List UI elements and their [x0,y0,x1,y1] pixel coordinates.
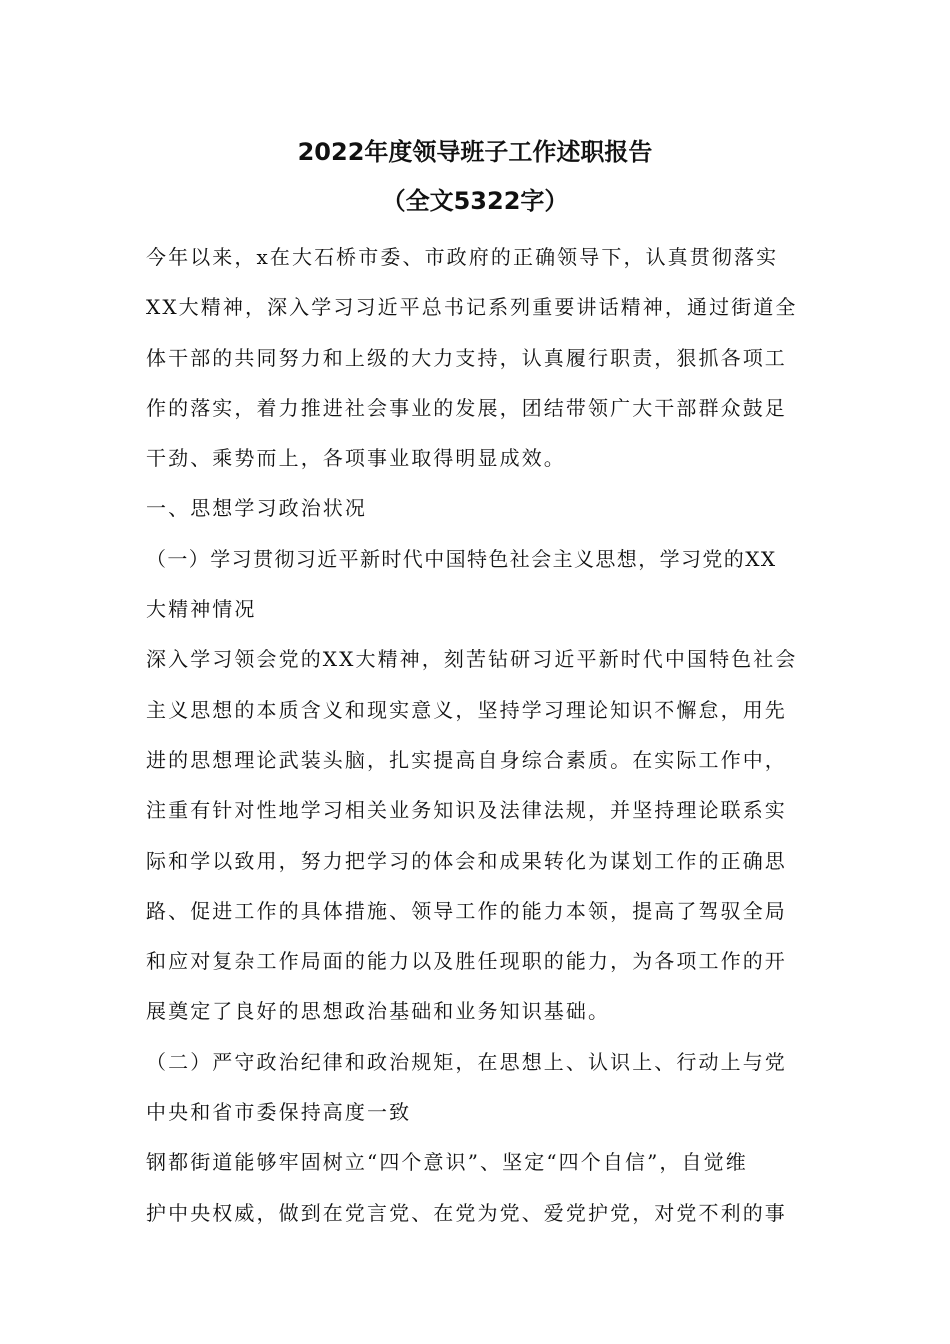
text-line-intro: 今年以来，x在大石桥市委、市政府的正确领导下，认真贯彻落实 [146,245,779,269]
text-line: 注重有针对性地学习相关业务知识及法律法规，并坚持理论联系实 [146,798,787,823]
text-line: 钢都街道能够牢固树立“四个意识”、坚定“四个自信”，自觉维 [146,1150,748,1175]
text-line-intro: 体干部的共同努力和上级的大力支持，认真履行职责，狠抓各项工 [146,345,787,370]
document-title: 2022年度领导班子工作述职报告 [297,138,653,166]
subsection-heading: 中央和省市委保持高度一致 [146,1100,412,1125]
subsection-heading: （二）严守政治纪律和政治规矩，在思想上、认识上、行动上与党 [146,1049,787,1074]
section-heading: 一、思想学习政治状况 [146,496,367,521]
text-line: 际和学以致用，努力把学习的体会和成果转化为谋划工作的正确思 [146,848,787,873]
text-line-intro: XX大精神，深入学习习近平总书记系列重要讲话精神，通过街道全 [146,295,798,320]
text-line: 深入学习领会党的XX大精神，刻苦钻研习近平新时代中国特色社会 [146,647,798,672]
text-line: 路、促进工作的具体措施、领导工作的能力本领，提高了驾驭全局 [146,898,787,923]
text-line: 主义思想的本质含义和现实意义，坚持学习理论知识不懈怠，用先 [146,697,787,722]
text-line: 进的思想理论武装头脑，扎实提高自身综合素质。在实际工作中， [146,747,787,772]
document-subtitle: （全文5322字） [381,187,569,215]
subsection-heading: （一）学习贯彻习近平新时代中国特色社会主义思想，学习党的XX [146,546,777,571]
text-line: 和应对复杂工作局面的能力以及胜任现职的能力，为各项工作的开 [146,949,787,974]
text-line-intro: 作的落实，着力推进社会事业的发展，团结带领广大干部群众鼓足 [146,395,787,420]
document-body [146,232,808,1238]
text-line: 展奠定了良好的思想政治基础和业务知识基础。 [146,999,611,1024]
text-line-intro: 干劲、乘势而上，各项事业取得明显成效。 [146,446,566,471]
text-line: 护中央权威，做到在党言党、在党为党、爱党护党，对党不利的事 [146,1200,787,1225]
subsection-heading: 大精神情况 [146,597,257,622]
